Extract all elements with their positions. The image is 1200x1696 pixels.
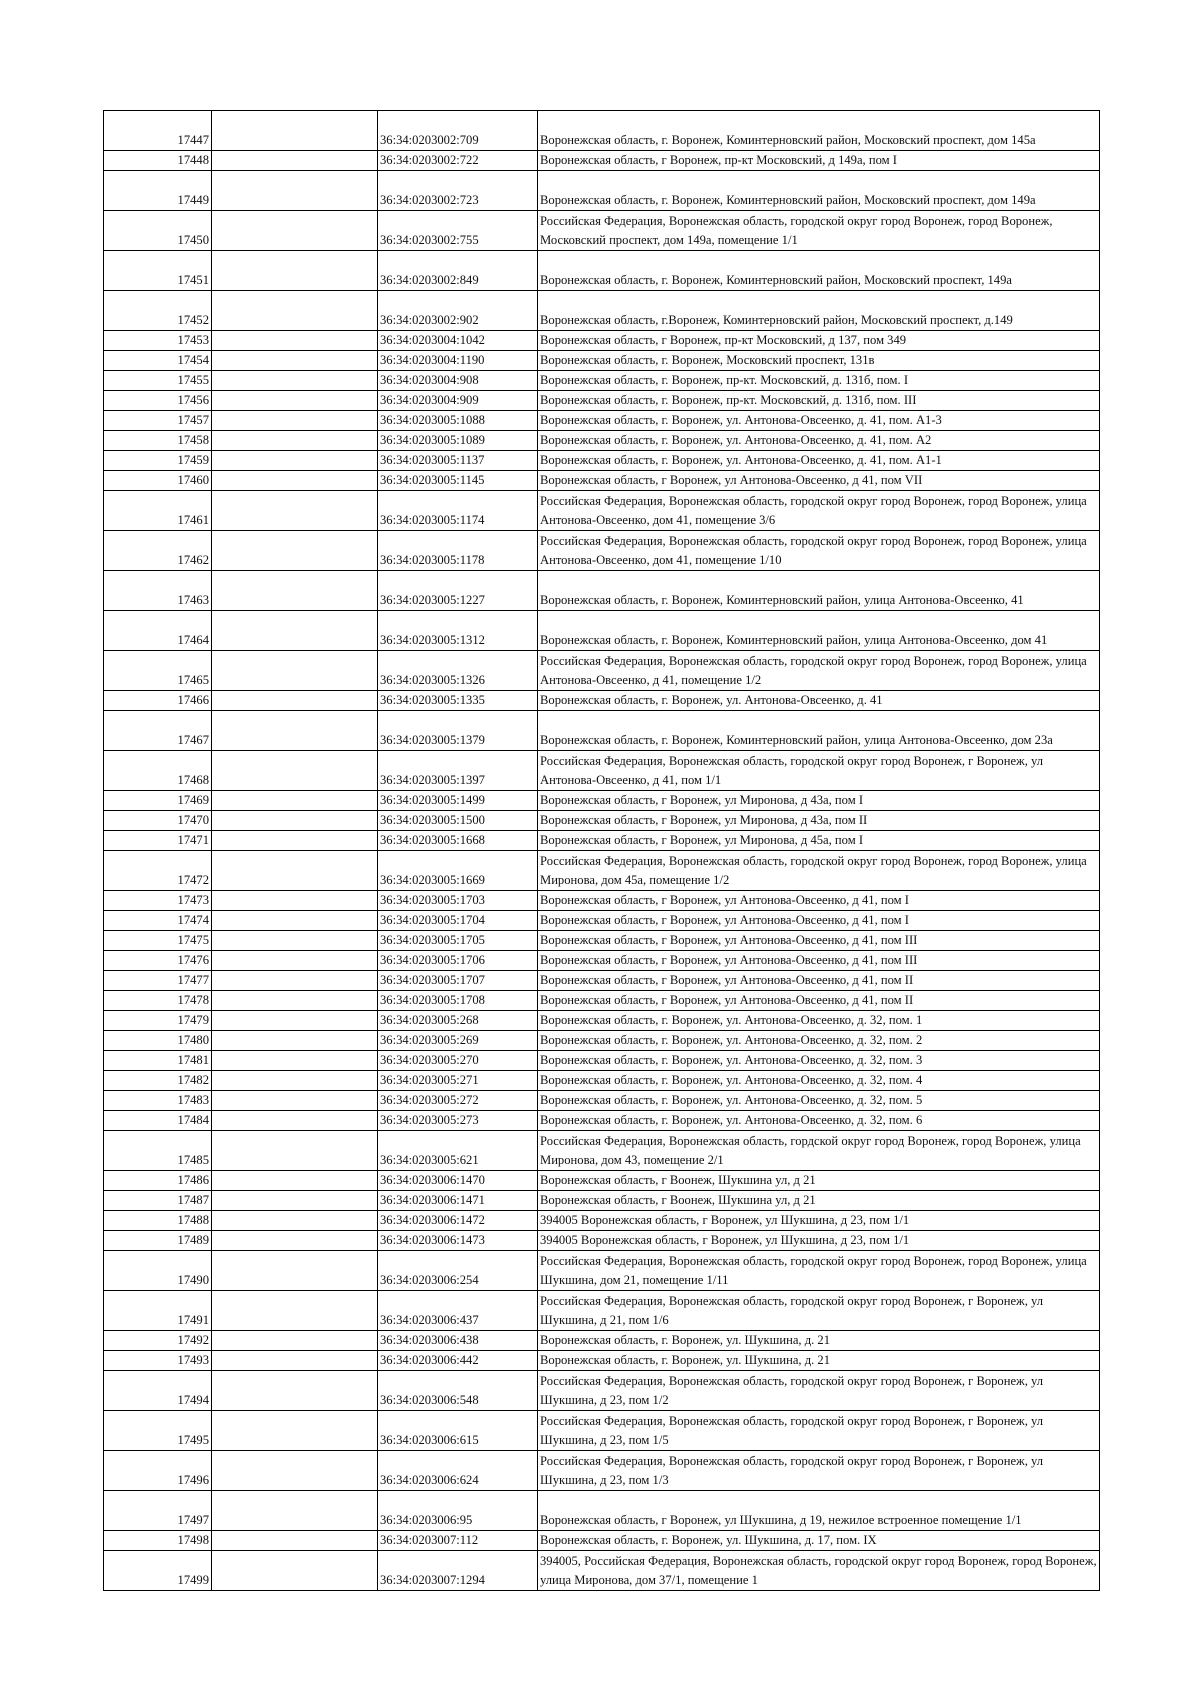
table-row bbox=[104, 851, 1100, 891]
empty-cell bbox=[212, 1031, 378, 1051]
address-cell: Воронежская область, г. Воронеж, ул. Антонова-Овсеенко, д. 32, пом. 4 bbox=[538, 1071, 1100, 1091]
table-row bbox=[104, 1071, 1100, 1091]
address-cell: Российская Федерация, Воронежская область, городской округ город Воронеж, город Воронеж, Московский проспект, дом 149а, помещение 1/1 bbox=[538, 211, 1100, 251]
table-row bbox=[104, 471, 1100, 491]
cadastral-number-cell: 36:34:0203006:1471 bbox=[378, 1191, 538, 1211]
empty-cell bbox=[212, 891, 378, 911]
table-row bbox=[104, 811, 1100, 831]
row-number-cell: 17450 bbox=[104, 211, 212, 251]
cadastral-number-cell: 36:34:0203005:273 bbox=[378, 1111, 538, 1131]
address-cell: Российская Федерация, Воронежская область, городской округ город Воронеж, город Воронеж, улица Миронова, дом 45а, помещение 1/2 bbox=[538, 851, 1100, 891]
cadastral-number-cell: 36:34:0203005:1137 bbox=[378, 451, 538, 471]
row-number-cell: 17463 bbox=[104, 571, 212, 611]
cadastral-number-cell: 36:34:0203002:755 bbox=[378, 211, 538, 251]
table-row bbox=[104, 1051, 1100, 1071]
table-row bbox=[104, 971, 1100, 991]
empty-cell bbox=[212, 1231, 378, 1251]
row-number-cell: 17486 bbox=[104, 1171, 212, 1191]
address-cell: Воронежская область, г. Воронеж, ул. Антонова-Овсеенко, д. 32, пом. 1 bbox=[538, 1011, 1100, 1031]
table-row bbox=[104, 1171, 1100, 1191]
table-row bbox=[104, 911, 1100, 931]
row-number-cell: 17478 bbox=[104, 991, 212, 1011]
table-row bbox=[104, 751, 1100, 791]
empty-cell bbox=[212, 711, 378, 751]
row-number-cell: 17464 bbox=[104, 611, 212, 651]
row-number-cell: 17460 bbox=[104, 471, 212, 491]
table-row bbox=[104, 691, 1100, 711]
empty-cell bbox=[212, 1451, 378, 1491]
row-number-cell: 17497 bbox=[104, 1491, 212, 1531]
address-cell: Воронежская область, г. Воронеж, Коминтерновский район, Московский проспект, 149а bbox=[538, 251, 1100, 291]
address-cell: Воронежская область, г. Воронеж, пр-кт. Московский, д. 131б, пом. III bbox=[538, 391, 1100, 411]
cadastral-number-cell: 36:34:0203002:849 bbox=[378, 251, 538, 291]
empty-cell bbox=[212, 931, 378, 951]
table-row bbox=[104, 1351, 1100, 1371]
row-number-cell: 17496 bbox=[104, 1451, 212, 1491]
empty-cell bbox=[212, 831, 378, 851]
address-cell: Воронежская область, г. Воронеж, ул. Антонова-Овсеенко, д. 41 bbox=[538, 691, 1100, 711]
cadastral-number-cell: 36:34:0203005:270 bbox=[378, 1051, 538, 1071]
table-row bbox=[104, 371, 1100, 391]
cadastral-number-cell: 36:34:0203004:909 bbox=[378, 391, 538, 411]
empty-cell bbox=[212, 171, 378, 211]
table-row bbox=[104, 331, 1100, 351]
table-row bbox=[104, 1371, 1100, 1411]
row-number-cell: 17492 bbox=[104, 1331, 212, 1351]
empty-cell bbox=[212, 1411, 378, 1451]
address-cell: Воронежская область, г Воронеж, ул Шукшина, д 19, нежилое встроенное помещение 1/1 bbox=[538, 1491, 1100, 1531]
address-cell: Воронежская область, г. Воронеж, ул. Шукшина, д. 21 bbox=[538, 1351, 1100, 1371]
row-number-cell: 17491 bbox=[104, 1291, 212, 1331]
row-number-cell: 17494 bbox=[104, 1371, 212, 1411]
cadastral-number-cell: 36:34:0203005:1088 bbox=[378, 411, 538, 431]
cadastral-number-cell: 36:34:0203005:621 bbox=[378, 1131, 538, 1171]
table-row bbox=[104, 391, 1100, 411]
empty-cell bbox=[212, 431, 378, 451]
table-row bbox=[104, 891, 1100, 911]
address-cell: Воронежская область, г. Воронеж, Коминтерновский район, Московский проспект, дом 149а bbox=[538, 171, 1100, 211]
empty-cell bbox=[212, 471, 378, 491]
table-row bbox=[104, 451, 1100, 471]
address-cell: Воронежская область, г Воронеж, ул Миронова, д 43а, пом II bbox=[538, 811, 1100, 831]
row-number-cell: 17453 bbox=[104, 331, 212, 351]
address-cell: Воронежская область, г. Воронеж, пр-кт. Московский, д. 131б, пом. I bbox=[538, 371, 1100, 391]
table-row bbox=[104, 1451, 1100, 1491]
empty-cell bbox=[212, 571, 378, 611]
address-cell: Воронежская область, г. Воронеж, Коминтерновский район, Московский проспект, дом 145а bbox=[538, 111, 1100, 151]
row-number-cell: 17457 bbox=[104, 411, 212, 431]
row-number-cell: 17449 bbox=[104, 171, 212, 211]
cadastral-number-cell: 36:34:0203005:1397 bbox=[378, 751, 538, 791]
address-cell: Российская Федерация, Воронежская область, городской округ город Воронеж, г Воронеж, ул Антонова-Овсеенко, д 41, пом 1/1 bbox=[538, 751, 1100, 791]
row-number-cell: 17456 bbox=[104, 391, 212, 411]
cadastral-number-cell: 36:34:0203006:254 bbox=[378, 1251, 538, 1291]
registry-table bbox=[103, 110, 1100, 1591]
row-number-cell: 17455 bbox=[104, 371, 212, 391]
table-row bbox=[104, 571, 1100, 611]
empty-cell bbox=[212, 1111, 378, 1131]
empty-cell bbox=[212, 611, 378, 651]
row-number-cell: 17489 bbox=[104, 1231, 212, 1251]
row-number-cell: 17490 bbox=[104, 1251, 212, 1291]
registry-table-body bbox=[104, 111, 1100, 1591]
row-number-cell: 17467 bbox=[104, 711, 212, 751]
address-cell: Воронежская область, г. Воронеж, ул. Шукшина, д. 17, пом. IX bbox=[538, 1531, 1100, 1551]
empty-cell bbox=[212, 951, 378, 971]
row-number-cell: 17459 bbox=[104, 451, 212, 471]
row-number-cell: 17469 bbox=[104, 791, 212, 811]
row-number-cell: 17495 bbox=[104, 1411, 212, 1451]
row-number-cell: 17474 bbox=[104, 911, 212, 931]
cadastral-number-cell: 36:34:0203005:1705 bbox=[378, 931, 538, 951]
row-number-cell: 17473 bbox=[104, 891, 212, 911]
row-number-cell: 17476 bbox=[104, 951, 212, 971]
cadastral-number-cell: 36:34:0203006:624 bbox=[378, 1451, 538, 1491]
cadastral-number-cell: 36:34:0203006:1472 bbox=[378, 1211, 538, 1231]
empty-cell bbox=[212, 211, 378, 251]
cadastral-number-cell: 36:34:0203002:722 bbox=[378, 151, 538, 171]
cadastral-number-cell: 36:34:0203005:1707 bbox=[378, 971, 538, 991]
cadastral-number-cell: 36:34:0203004:1042 bbox=[378, 331, 538, 351]
cadastral-number-cell: 36:34:0203004:1190 bbox=[378, 351, 538, 371]
cadastral-number-cell: 36:34:0203005:1335 bbox=[378, 691, 538, 711]
address-cell: Воронежская область, г Воонеж, Шукшина ул, д 21 bbox=[538, 1191, 1100, 1211]
table-row bbox=[104, 1031, 1100, 1051]
row-number-cell: 17475 bbox=[104, 931, 212, 951]
cadastral-number-cell: 36:34:0203006:442 bbox=[378, 1351, 538, 1371]
address-cell: 394005 Воронежская область, г Воронеж, ул Шукшина, д 23, пом 1/1 bbox=[538, 1211, 1100, 1231]
address-cell: Воронежская область, г Воронеж, ул Антонова-Овсеенко, д 41, пом I bbox=[538, 891, 1100, 911]
address-cell: Российская Федерация, Воронежская область, гордской округ город Воронеж, город Воронеж, улица Миронова, дом 43, помещение 2/1 bbox=[538, 1131, 1100, 1171]
cadastral-number-cell: 36:34:0203006:1470 bbox=[378, 1171, 538, 1191]
table-row bbox=[104, 1551, 1100, 1591]
table-row bbox=[104, 951, 1100, 971]
cadastral-number-cell: 36:34:0203005:1326 bbox=[378, 651, 538, 691]
cadastral-number-cell: 36:34:0203005:271 bbox=[378, 1071, 538, 1091]
address-cell: Воронежская область, г. Воронеж, Коминтерновский район, улица Антонова-Овсеенко, дом 23а bbox=[538, 711, 1100, 751]
cadastral-number-cell: 36:34:0203002:723 bbox=[378, 171, 538, 211]
address-cell: Воронежская область, г Воронеж, пр-кт Московский, д 137, пом 349 bbox=[538, 331, 1100, 351]
row-number-cell: 17468 bbox=[104, 751, 212, 791]
row-number-cell: 17488 bbox=[104, 1211, 212, 1231]
empty-cell bbox=[212, 691, 378, 711]
address-cell: Воронежская область, г Воронеж, ул Миронова, д 45а, пом I bbox=[538, 831, 1100, 851]
empty-cell bbox=[212, 1331, 378, 1351]
empty-cell bbox=[212, 1131, 378, 1171]
empty-cell bbox=[212, 411, 378, 431]
address-cell: Российская Федерация, Воронежская область, городской округ город Воронеж, город Воронеж, улица Антонова-Овсеенко, д 41, помещение 1/2 bbox=[538, 651, 1100, 691]
address-cell: Воронежская область, г Воронеж, ул Антонова-Овсеенко, д 41, пом III bbox=[538, 931, 1100, 951]
cadastral-number-cell: 36:34:0203006:95 bbox=[378, 1491, 538, 1531]
row-number-cell: 17480 bbox=[104, 1031, 212, 1051]
empty-cell bbox=[212, 811, 378, 831]
empty-cell bbox=[212, 1211, 378, 1231]
empty-cell bbox=[212, 1531, 378, 1551]
address-cell: Воронежская область, г Воронеж, ул Антонова-Овсеенко, д 41, пом III bbox=[538, 951, 1100, 971]
address-cell: Воронежская область, г Воронеж, ул Антонова-Овсеенко, д 41, пом II bbox=[538, 971, 1100, 991]
empty-cell bbox=[212, 1011, 378, 1031]
cadastral-number-cell: 36:34:0203005:1706 bbox=[378, 951, 538, 971]
cadastral-number-cell: 36:34:0203006:615 bbox=[378, 1411, 538, 1451]
address-cell: Воронежская область, г.Воронеж, Коминтерновский район, Московский проспект, д.149 bbox=[538, 291, 1100, 331]
row-number-cell: 17465 bbox=[104, 651, 212, 691]
row-number-cell: 17477 bbox=[104, 971, 212, 991]
empty-cell bbox=[212, 151, 378, 171]
empty-cell bbox=[212, 1071, 378, 1091]
table-row bbox=[104, 1111, 1100, 1131]
cadastral-number-cell: 36:34:0203006:1473 bbox=[378, 1231, 538, 1251]
row-number-cell: 17466 bbox=[104, 691, 212, 711]
cadastral-number-cell: 36:34:0203005:1500 bbox=[378, 811, 538, 831]
table-row bbox=[104, 111, 1100, 151]
empty-cell bbox=[212, 971, 378, 991]
empty-cell bbox=[212, 491, 378, 531]
empty-cell bbox=[212, 1171, 378, 1191]
table-row bbox=[104, 1231, 1100, 1251]
address-cell: Воронежская область, г. Воронеж, Коминтерновский район, улица Антонова-Овсеенко, дом 41 bbox=[538, 611, 1100, 651]
empty-cell bbox=[212, 291, 378, 331]
row-number-cell: 17479 bbox=[104, 1011, 212, 1031]
empty-cell bbox=[212, 1551, 378, 1591]
row-number-cell: 17482 bbox=[104, 1071, 212, 1091]
table-row bbox=[104, 931, 1100, 951]
cadastral-number-cell: 36:34:0203004:908 bbox=[378, 371, 538, 391]
empty-cell bbox=[212, 651, 378, 691]
cadastral-number-cell: 36:34:0203007:112 bbox=[378, 1531, 538, 1551]
cadastral-number-cell: 36:34:0203005:1703 bbox=[378, 891, 538, 911]
address-cell: Воронежская область, г Воронеж, ул Антонова-Овсеенко, д 41, пом II bbox=[538, 991, 1100, 1011]
cadastral-number-cell: 36:34:0203005:1178 bbox=[378, 531, 538, 571]
empty-cell bbox=[212, 1051, 378, 1071]
table-row bbox=[104, 1491, 1100, 1531]
table-row bbox=[104, 1211, 1100, 1231]
cadastral-number-cell: 36:34:0203005:268 bbox=[378, 1011, 538, 1031]
address-cell: Воронежская область, г. Воронеж, ул. Антонова-Овсеенко, д. 41, пом. А2 bbox=[538, 431, 1100, 451]
address-cell: Воронежская область, г. Воронеж, ул. Шукшина, д. 21 bbox=[538, 1331, 1100, 1351]
row-number-cell: 17484 bbox=[104, 1111, 212, 1131]
empty-cell bbox=[212, 1291, 378, 1331]
address-cell: Воронежская область, г Воронеж, ул Антонова-Овсеенко, д 41, пом VII bbox=[538, 471, 1100, 491]
address-cell: 394005, Российская Федерация, Воронежская область, городской округ город Воронеж, город Воронеж, улица Миронова, дом 37/1, помещение 1 bbox=[538, 1551, 1100, 1591]
empty-cell bbox=[212, 1491, 378, 1531]
address-cell: Воронежская область, г Воронеж, ул Миронова, д 43а, пом I bbox=[538, 791, 1100, 811]
table-row bbox=[104, 491, 1100, 531]
table-row bbox=[104, 1011, 1100, 1031]
table-row bbox=[104, 211, 1100, 251]
cadastral-number-cell: 36:34:0203005:1089 bbox=[378, 431, 538, 451]
row-number-cell: 17499 bbox=[104, 1551, 212, 1591]
table-row bbox=[104, 1131, 1100, 1171]
row-number-cell: 17487 bbox=[104, 1191, 212, 1211]
cadastral-number-cell: 36:34:0203007:1294 bbox=[378, 1551, 538, 1591]
address-cell: Российская Федерация, Воронежская область, городской округ город Воронеж, город Воронеж, улица Шукшина, дом 21, помещение 1/11 bbox=[538, 1251, 1100, 1291]
row-number-cell: 17493 bbox=[104, 1351, 212, 1371]
address-cell: Воронежская область, г. Воронеж, ул. Антонова-Овсеенко, д. 32, пом. 3 bbox=[538, 1051, 1100, 1071]
cadastral-number-cell: 36:34:0203005:269 bbox=[378, 1031, 538, 1051]
address-cell: Российская Федерация, Воронежская область, городской округ город Воронеж, г Воронеж, ул Шукшина, д 23, пом 1/2 bbox=[538, 1371, 1100, 1411]
table-row bbox=[104, 611, 1100, 651]
cadastral-number-cell: 36:34:0203006:437 bbox=[378, 1291, 538, 1331]
address-cell: Воронежская область, г Воонеж, Шукшина ул, д 21 bbox=[538, 1171, 1100, 1191]
address-cell: Российская Федерация, Воронежская область, городской округ город Воронеж, г Воронеж, ул Шукшина, д 23, пом 1/3 bbox=[538, 1451, 1100, 1491]
empty-cell bbox=[212, 371, 378, 391]
cadastral-number-cell: 36:34:0203005:1379 bbox=[378, 711, 538, 751]
table-row bbox=[104, 791, 1100, 811]
cadastral-number-cell: 36:34:0203006:548 bbox=[378, 1371, 538, 1411]
address-cell: Российская Федерация, Воронежская область, городской округ город Воронеж, г Воронеж, ул Шукшина, д 21, пом 1/6 bbox=[538, 1291, 1100, 1331]
table-row bbox=[104, 291, 1100, 331]
row-number-cell: 17454 bbox=[104, 351, 212, 371]
empty-cell bbox=[212, 531, 378, 571]
cadastral-number-cell: 36:34:0203005:1312 bbox=[378, 611, 538, 651]
table-row bbox=[104, 991, 1100, 1011]
empty-cell bbox=[212, 391, 378, 411]
table-row bbox=[104, 711, 1100, 751]
row-number-cell: 17447 bbox=[104, 111, 212, 151]
table-row bbox=[104, 1531, 1100, 1551]
row-number-cell: 17470 bbox=[104, 811, 212, 831]
table-row bbox=[104, 431, 1100, 451]
cadastral-number-cell: 36:34:0203005:272 bbox=[378, 1091, 538, 1111]
cadastral-number-cell: 36:34:0203005:1174 bbox=[378, 491, 538, 531]
row-number-cell: 17472 bbox=[104, 851, 212, 891]
table-row bbox=[104, 1191, 1100, 1211]
empty-cell bbox=[212, 111, 378, 151]
empty-cell bbox=[212, 1251, 378, 1291]
address-cell: Воронежская область, г. Воронеж, ул. Антонова-Овсеенко, д. 32, пом. 2 bbox=[538, 1031, 1100, 1051]
table-row bbox=[104, 1331, 1100, 1351]
cadastral-number-cell: 36:34:0203005:1499 bbox=[378, 791, 538, 811]
address-cell: Воронежская область, г. Воронеж, Московский проспект, 131в bbox=[538, 351, 1100, 371]
table-row bbox=[104, 411, 1100, 431]
table-row bbox=[104, 531, 1100, 571]
empty-cell bbox=[212, 911, 378, 931]
empty-cell bbox=[212, 791, 378, 811]
table-row bbox=[104, 1091, 1100, 1111]
table-row bbox=[104, 251, 1100, 291]
address-cell: Воронежская область, г Воронеж, пр-кт Московский, д 149а, пом I bbox=[538, 151, 1100, 171]
empty-cell bbox=[212, 851, 378, 891]
address-cell: Воронежская область, г. Воронеж, ул. Антонова-Овсеенко, д. 32, пом. 6 bbox=[538, 1111, 1100, 1131]
empty-cell bbox=[212, 1191, 378, 1211]
table-row bbox=[104, 171, 1100, 211]
address-cell: Российская Федерация, Воронежская область, городской округ город Воронеж, г Воронеж, ул Шукшина, д 23, пом 1/5 bbox=[538, 1411, 1100, 1451]
empty-cell bbox=[212, 751, 378, 791]
cadastral-number-cell: 36:34:0203005:1669 bbox=[378, 851, 538, 891]
table-row bbox=[104, 351, 1100, 371]
row-number-cell: 17462 bbox=[104, 531, 212, 571]
row-number-cell: 17452 bbox=[104, 291, 212, 331]
table-row bbox=[104, 831, 1100, 851]
row-number-cell: 17481 bbox=[104, 1051, 212, 1071]
cadastral-number-cell: 36:34:0203005:1708 bbox=[378, 991, 538, 1011]
address-cell: Российская Федерация, Воронежская область, городской округ город Воронеж, город Воронеж, улица Антонова-Овсеенко, дом 41, помещение 1/10 bbox=[538, 531, 1100, 571]
table-row bbox=[104, 151, 1100, 171]
table-row bbox=[104, 651, 1100, 691]
empty-cell bbox=[212, 451, 378, 471]
table-row bbox=[104, 1411, 1100, 1451]
table-row bbox=[104, 1291, 1100, 1331]
empty-cell bbox=[212, 1371, 378, 1411]
cadastral-number-cell: 36:34:0203005:1704 bbox=[378, 911, 538, 931]
table-row bbox=[104, 1251, 1100, 1291]
cadastral-number-cell: 36:34:0203005:1668 bbox=[378, 831, 538, 851]
cadastral-number-cell: 36:34:0203005:1145 bbox=[378, 471, 538, 491]
address-cell: 394005 Воронежская область, г Воронеж, ул Шукшина, д 23, пом 1/1 bbox=[538, 1231, 1100, 1251]
empty-cell bbox=[212, 991, 378, 1011]
address-cell: Воронежская область, г. Воронеж, Коминтерновский район, улица Антонова-Овсеенко, 41 bbox=[538, 571, 1100, 611]
row-number-cell: 17471 bbox=[104, 831, 212, 851]
empty-cell bbox=[212, 1091, 378, 1111]
row-number-cell: 17448 bbox=[104, 151, 212, 171]
empty-cell bbox=[212, 331, 378, 351]
address-cell: Российская Федерация, Воронежская область, городской округ город Воронеж, город Воронеж, улица Антонова-Овсеенко, дом 41, помещение 3/6 bbox=[538, 491, 1100, 531]
row-number-cell: 17483 bbox=[104, 1091, 212, 1111]
address-cell: Воронежская область, г Воронеж, ул Антонова-Овсеенко, д 41, пом I bbox=[538, 911, 1100, 931]
cadastral-number-cell: 36:34:0203006:438 bbox=[378, 1331, 538, 1351]
address-cell: Воронежская область, г. Воронеж, ул. Антонова-Овсеенко, д. 41, пом. А1-3 bbox=[538, 411, 1100, 431]
empty-cell bbox=[212, 351, 378, 371]
row-number-cell: 17451 bbox=[104, 251, 212, 291]
row-number-cell: 17458 bbox=[104, 431, 212, 451]
empty-cell bbox=[212, 1351, 378, 1371]
row-number-cell: 17485 bbox=[104, 1131, 212, 1171]
cadastral-number-cell: 36:34:0203002:709 bbox=[378, 111, 538, 151]
row-number-cell: 17498 bbox=[104, 1531, 212, 1551]
address-cell: Воронежская область, г. Воронеж, ул. Антонова-Овсеенко, д. 41, пом. А1-1 bbox=[538, 451, 1100, 471]
row-number-cell: 17461 bbox=[104, 491, 212, 531]
cadastral-number-cell: 36:34:0203002:902 bbox=[378, 291, 538, 331]
empty-cell bbox=[212, 251, 378, 291]
address-cell: Воронежская область, г. Воронеж, ул. Антонова-Овсеенко, д. 32, пом. 5 bbox=[538, 1091, 1100, 1111]
cadastral-number-cell: 36:34:0203005:1227 bbox=[378, 571, 538, 611]
